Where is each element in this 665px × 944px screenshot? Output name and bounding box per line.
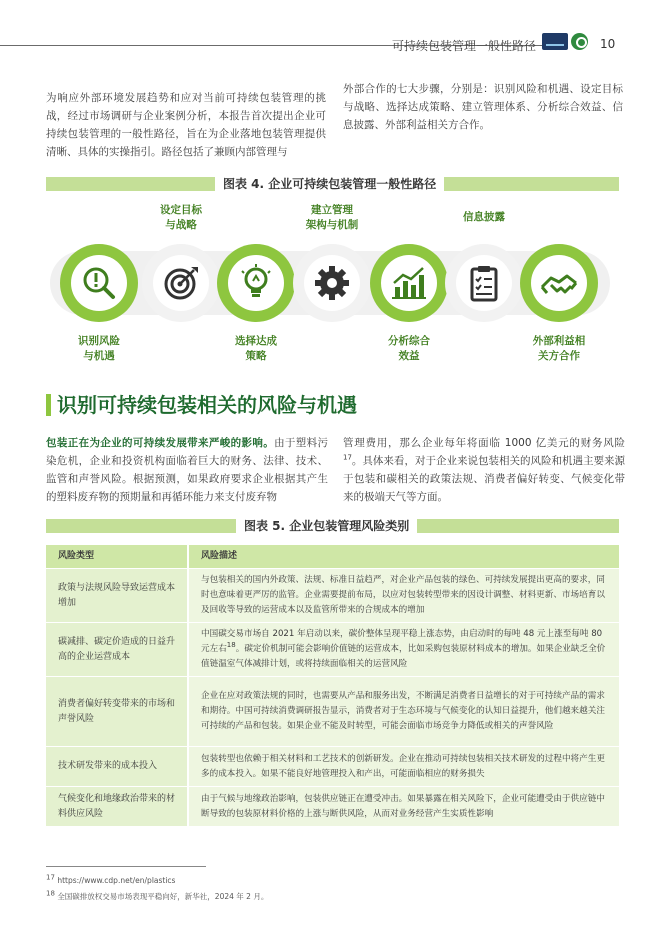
- footnote-17: [46, 873, 176, 885]
- page-number: 10: [600, 37, 616, 51]
- risk-type-cell: 碳减排、碳定价造成的日益升高的企业运营成本: [46, 623, 189, 676]
- risk-desc-text-a: 中国碳交易市场自 2021 年启动以来，碳价整体呈现平稳上涨态势，由启动时的每吨 48 元上涨至每吨 80 元左右: [201, 629, 603, 654]
- intro-paragraph-right: 外部合作的七大步骤，分别是：识别风险和机遇、设定目标与战略、选择达成策略、建立管理体系、分析综合效益、信息披露、外部利益相关方合作。: [343, 83, 623, 131]
- step-disclosure: [445, 244, 523, 322]
- step-label-disclosure: 信息披露: [463, 211, 505, 223]
- clipboard-checklist-icon: [464, 263, 504, 303]
- risk-table: [46, 545, 619, 827]
- risk-desc-cell: 与包装相关的国内外政策、法规、标准日益趋严，对企业产品包装的绿色、可持续发展提出更高的要求，同时也意味着更严厉的监管。企业需要提前布局，以应对包装转型带来的因设计调整、材料更新、市场培育以及回收等导致的运营成本以及监管所带来的合规成本的增加: [189, 569, 619, 622]
- step-label-build-management: 建立管理 架构与机制: [305, 204, 359, 231]
- figure5-caption: 图表 5. 企业包装管理风险类别: [236, 517, 417, 535]
- footnote-18: [46, 891, 268, 902]
- footnote-number: 17: [46, 873, 55, 882]
- step-label-identify-risk: 识别风险 与机遇: [78, 335, 120, 362]
- step-label-analyze-benefits: 分析综合 效益: [388, 335, 430, 362]
- section-left-text: 由于塑料污染危机，企业和投资机构面临着巨大的财务、法律、技术、监管和声誉风险。根据预测，如果政府要求企业根据其产生的塑料废弃物的预期量和再循环能力来支付废弃物: [46, 437, 329, 503]
- table-row: [46, 677, 619, 747]
- step-label-set-goals: 设定目标 与战略: [160, 204, 202, 231]
- partner-badge-icon: [571, 33, 588, 50]
- risk-desc-cell: [189, 623, 619, 676]
- step-external-cooperation: [520, 244, 598, 322]
- target-arrow-icon: [161, 263, 201, 303]
- footnote-link[interactable]: https://www.cdp.net/en/plastics: [57, 876, 176, 885]
- footnote-ref-17: 17: [343, 453, 352, 462]
- step-identify-risk: [60, 244, 138, 322]
- organization-logo-icon: [542, 33, 568, 50]
- risk-type-cell: 政策与法规风险导致运营成本增加: [46, 569, 189, 622]
- table-row: [46, 787, 619, 827]
- step-build-management: [293, 244, 371, 322]
- risk-type-cell: 消费者偏好转变带来的市场和声誉风险: [46, 677, 189, 746]
- table-header-desc: 风险描述: [189, 545, 619, 568]
- magnifier-exclamation-icon: [79, 263, 119, 303]
- risk-desc-cell: 企业在应对政策法规的同时，也需要从产品和服务出发，不断满足消费者日益增长的对于可持续产品的需求和期待。中国可持续消费调研报告显示，消费者对于生态环境与气候变化的认知日益提升，他们越来越关注可持续的产品和包装。如果企业不能及时转型，可能会面临市场竞争力降低或相关的声誉风险: [189, 677, 619, 746]
- step-set-goals: [142, 244, 220, 322]
- intro-paragraph-left: 为响应外部环境发展趋势和应对当前可持续包装管理的挑战，经过市场调研与企业案例分析，本报告首次提出企业可持续包装管理的一般性路径，旨在为企业落地包装管理提供清晰、具体的实操指引。路径包括了兼顾内部管理与: [46, 92, 326, 158]
- footnote-ref-18: 18: [226, 641, 236, 650]
- gear-icon: [312, 263, 352, 303]
- section-paragraph-left: [46, 434, 328, 506]
- risk-desc-cell: 由于气候与地缘政治影响，包装供应链正在遭受冲击。如果暴露在相关风险下，企业可能遭受由于供应链中断导致的包装原材料价格的上涨与断供风险，从而对业务经营产生实质性影响: [189, 787, 619, 826]
- risk-desc-cell: 包装转型也依赖于相关材料和工艺技术的创新研发。企业在推动可持续包装相关技术研发的过程中将产生更多的成本投入。如果不能良好地管理投入和产出，可能面临相应的财务损失: [189, 747, 619, 786]
- handshake-icon: [539, 263, 579, 303]
- table-row: [46, 623, 619, 677]
- table-row: [46, 569, 619, 623]
- table-header-type: 风险类型: [46, 545, 189, 568]
- table-row: [46, 747, 619, 787]
- footnote-number: 18: [46, 889, 55, 898]
- step-analyze-benefits: [370, 244, 448, 322]
- section-right-text-b: 。具体来看，对于企业来说包装相关的风险和机遇主要来源于包装和碳相关的政策法规、消费者偏好转变、气候变化带来的极端天气等方面。: [343, 455, 625, 503]
- lightbulb-icon: [236, 263, 276, 303]
- table-header-row: [46, 545, 619, 569]
- section-lead-bold: 包装正在为企业的可持续发展带来严峻的影响。: [46, 437, 275, 449]
- section-title: 识别可持续包装相关的风险与机遇: [57, 393, 357, 417]
- step-label-external-cooperation: 外部利益相 关方合作: [532, 335, 586, 362]
- section-paragraph-right: [343, 434, 625, 506]
- header-title: 可持续包装管理一般性路径: [392, 39, 537, 53]
- step-choose-strategy: [217, 244, 295, 322]
- figure4-caption: 图表 4. 企业可持续包装管理一般性路径: [215, 175, 444, 193]
- risk-type-cell: 气候变化和地缘政治带来的材料供应风险: [46, 787, 189, 826]
- section-right-text-a: 管理费用，那么企业每年将面临 1000 亿美元的财务风险: [343, 437, 625, 449]
- risk-type-cell: 技术研发带来的成本投入: [46, 747, 189, 786]
- figure4-caption-bar: [46, 177, 619, 191]
- risk-desc-text-b: 。碳定价机制可能会影响价值链的运营成本，比如采购包装原材料成本的增加。如果企业缺乏全价值链温室气体减排计划，或将持续面临相关的运营风险: [201, 644, 606, 669]
- section-accent-bar: [46, 394, 51, 416]
- footnote-rule: [46, 866, 206, 867]
- figure5-caption-bar: [46, 519, 619, 533]
- bar-chart-icon: [389, 263, 429, 303]
- step-label-choose-strategy: 选择达成 策略: [235, 335, 277, 362]
- footnote-text: 全国碳排放权交易市场表现平稳向好，新华社，2024 年 2 月。: [57, 892, 269, 901]
